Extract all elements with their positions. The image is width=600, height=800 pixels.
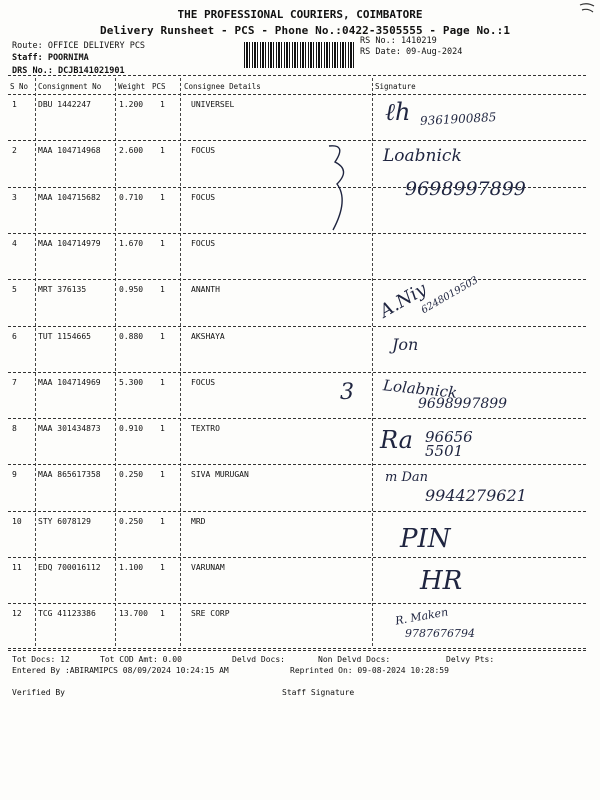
- staff-label: Staff: POORNIMA: [12, 53, 89, 63]
- row-sno: 5: [12, 285, 17, 295]
- signature-1: ℓh: [385, 98, 411, 126]
- row-sno: 12: [12, 609, 22, 619]
- non-delivered-docs: Non Delvd Docs:: [318, 655, 391, 664]
- delivery-points: Delvy Pts:: [446, 655, 495, 664]
- row-pcs: 1: [160, 424, 165, 434]
- row-separator: [8, 279, 586, 280]
- delivered-docs: Delvd Docs:: [232, 655, 285, 664]
- handwritten-phone-5: 6248019503: [419, 274, 481, 317]
- row-separator: [8, 140, 586, 141]
- row-separator: [8, 557, 586, 558]
- handwritten-phone-7: 9698997899: [418, 396, 508, 412]
- rs-date: RS Date: 09-Aug-2024: [360, 47, 463, 57]
- row-weight: 0.250: [119, 470, 144, 480]
- row-separator: [8, 511, 586, 512]
- table-row: [0, 332, 600, 378]
- row-pcs: 1: [160, 192, 165, 202]
- row-consignee: MRD: [191, 516, 206, 526]
- row-sno: 4: [12, 238, 17, 248]
- row-consignment-no: STY 6078129: [38, 516, 91, 526]
- row-weight: 13.700: [119, 609, 148, 619]
- rs-number: RS No.: 1410219: [360, 36, 437, 46]
- route-label: Route: OFFICE DELIVERY PCS: [12, 41, 146, 51]
- signature-6: Jon: [392, 335, 419, 354]
- row-pcs: 1: [160, 563, 165, 572]
- row-separator: [8, 418, 586, 419]
- table-row: [0, 424, 600, 470]
- table-row: [0, 100, 600, 146]
- col-signature: Signature: [375, 82, 416, 91]
- footer-rule: [8, 648, 586, 649]
- row-consignee: UNIVERSEL: [191, 100, 235, 109]
- handwritten-phone-12: 9787676794: [405, 627, 475, 640]
- handwritten-phone-8: 96656 5501: [425, 428, 473, 460]
- row-consignee: TEXTRO: [191, 424, 220, 434]
- row-consignment-no: MAA 104714968: [38, 146, 101, 156]
- table-row: [0, 378, 600, 424]
- col-pcs: PCS: [152, 82, 166, 91]
- row-sno: 9: [12, 470, 17, 480]
- row-pcs: 1: [160, 516, 165, 526]
- table-row: [0, 285, 600, 331]
- row-weight: 1.200: [119, 100, 144, 109]
- row-consignment-no: TUT 1154665: [38, 331, 91, 341]
- row-separator: [8, 326, 586, 327]
- row-consignee: SIVA MURUGAN: [191, 470, 249, 480]
- row-pcs: 1: [160, 100, 165, 109]
- column-header-rule: [8, 94, 586, 95]
- total-cod-amount: Tot COD Amt: 0.00: [100, 655, 182, 664]
- row-consignment-no: MAA 104714969: [38, 377, 101, 387]
- row-sno: 11: [12, 563, 22, 572]
- header-rule: [8, 75, 586, 76]
- row-sno: 6: [12, 331, 17, 341]
- bracket-mark: [325, 140, 355, 235]
- runsheet-subtitle: Delivery Runsheet - PCS - Phone No.:0422-3505555 - Page No.:1: [100, 24, 511, 37]
- row-weight: 0.910: [119, 424, 144, 434]
- row-pcs: 1: [160, 285, 165, 295]
- col-consignee: Consignee Details: [184, 82, 261, 91]
- row-sno: 10: [12, 516, 22, 526]
- row-pcs: 1: [160, 377, 165, 387]
- row-sno: 3: [12, 192, 17, 202]
- row-weight: 0.950: [119, 285, 144, 295]
- row-consignment-no: MAA 104715682: [38, 192, 101, 202]
- signature-8: Ra: [380, 426, 413, 454]
- row-separator: [8, 464, 586, 465]
- row-weight: 1.100: [119, 563, 144, 572]
- company-title: THE PROFESSIONAL COURIERS, COIMBATORE: [177, 8, 423, 21]
- row-consignment-no: EDQ 700016112: [38, 563, 101, 572]
- row-sno: 2: [12, 146, 17, 156]
- row-weight: 0.880: [119, 331, 144, 341]
- row-sno: 7: [12, 377, 17, 387]
- handwritten-phone-9: 9944279621: [425, 486, 527, 505]
- bracket-mark-2: 3: [340, 380, 354, 405]
- row-consignee: FOCUS: [191, 377, 216, 387]
- row-consignment-no: MAA 865617358: [38, 470, 101, 480]
- row-separator: [8, 233, 586, 234]
- reprinted-on: Reprinted On: 09-08-2024 10:28:59: [290, 666, 449, 675]
- row-weight: 5.300: [119, 377, 144, 387]
- row-consignment-no: TCG 41123386: [38, 609, 96, 619]
- table-row: [0, 239, 600, 285]
- table-row: [0, 517, 600, 563]
- row-consignment-no: MAA 104714979: [38, 238, 101, 248]
- row-weight: 0.710: [119, 192, 144, 202]
- row-consignment-no: MAA 301434873: [38, 424, 101, 434]
- row-consignee: ANANTH: [191, 285, 220, 295]
- signature-10: PIN: [400, 524, 451, 554]
- signature-9: m Dan: [385, 470, 429, 485]
- row-separator: [8, 650, 586, 651]
- table-row: [0, 563, 600, 609]
- row-consignment-no: MRT 376135: [38, 285, 87, 295]
- row-pcs: 1: [160, 238, 165, 248]
- row-pcs: 1: [160, 146, 165, 156]
- row-consignee: FOCUS: [191, 238, 216, 248]
- row-consignment-no: DBU 1442247: [38, 100, 91, 109]
- row-separator: [8, 603, 586, 604]
- signature-7: Lolabnick: [382, 376, 459, 402]
- row-pcs: 1: [160, 470, 165, 480]
- row-sno: 1: [12, 100, 17, 109]
- col-weight: Weight: [118, 82, 146, 91]
- col-sno: S No: [10, 82, 29, 91]
- row-weight: 0.250: [119, 516, 144, 526]
- barcode: [244, 42, 354, 68]
- row-consignee: AKSHAYA: [191, 331, 225, 341]
- row-separator: [8, 372, 586, 373]
- total-docs: Tot Docs: 12: [12, 655, 70, 664]
- row-consignee: VARUNAM: [191, 563, 225, 572]
- signature-5: A.Niy: [376, 278, 431, 323]
- signature-11: HR: [420, 566, 463, 596]
- signature-2: Loabnick: [383, 146, 462, 166]
- row-pcs: 1: [160, 609, 165, 619]
- row-consignee: SRE CORP: [191, 609, 230, 619]
- handwritten-phone-1: 9361900885: [419, 110, 497, 128]
- row-weight: 2.600: [119, 146, 144, 156]
- row-sno: 8: [12, 424, 17, 434]
- handwritten-phone-3: 9698997899: [405, 178, 526, 200]
- drs-number: DRS No.: DCJB141021901: [12, 66, 125, 76]
- row-consignee: FOCUS: [191, 146, 216, 156]
- entered-by: Entered By :ABIRAMIPCS 08/09/2024 10:24:15 AM: [12, 666, 229, 675]
- staff-signature: Staff Signature: [282, 688, 355, 697]
- row-pcs: 1: [160, 331, 165, 341]
- row-weight: 1.670: [119, 238, 144, 248]
- signature-12: R. Maken: [394, 605, 450, 628]
- col-consignment: Consignment No: [38, 82, 102, 91]
- row-consignee: FOCUS: [191, 192, 216, 202]
- verified-by: Verified By: [12, 688, 65, 697]
